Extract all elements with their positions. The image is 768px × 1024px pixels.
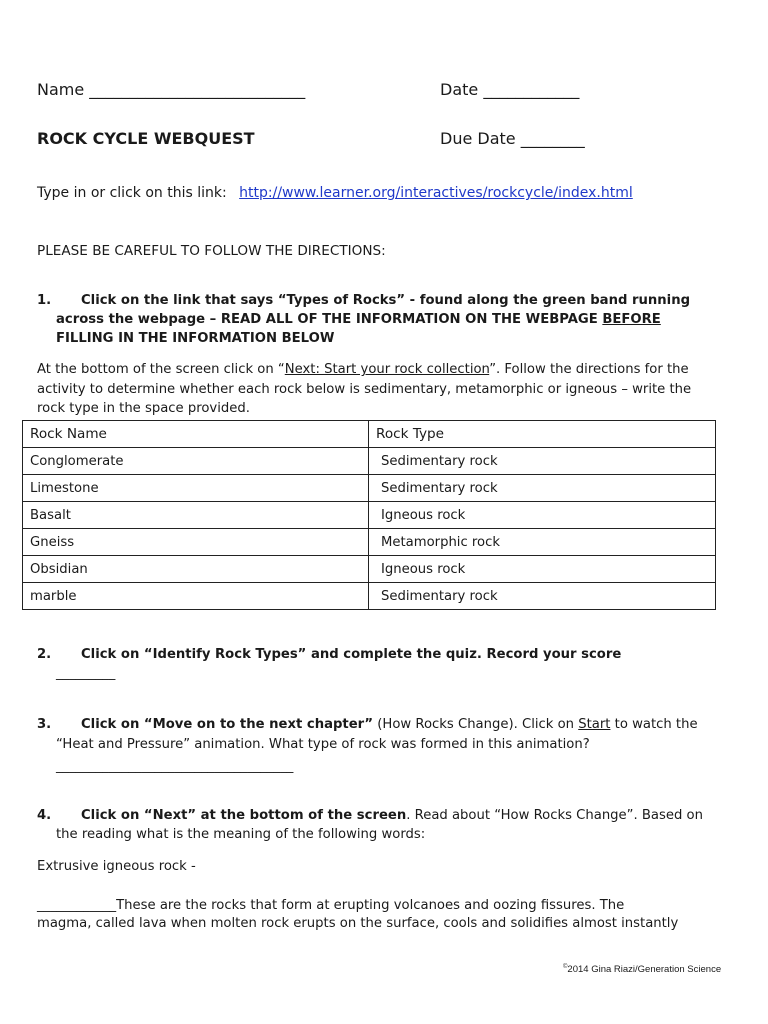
- rock-name-cell: marble: [23, 583, 369, 610]
- rock-type-cell[interactable]: Sedimentary rock: [369, 448, 716, 475]
- question-1-instruction-2: activity to determine whether each rock below is sedimentary, metamorphic or igneous – write the: [37, 382, 692, 397]
- question-2-line-1: 2. Click on “Identify Rock Types” and complete the quiz. Record your score: [37, 647, 622, 662]
- rock-name-cell: Obsidian: [23, 556, 369, 583]
- question-1-number: 1.: [37, 293, 52, 308]
- rock-type-cell[interactable]: Sedimentary rock: [369, 475, 716, 502]
- copyright-mark: ©: [563, 964, 568, 970]
- date-blank[interactable]: ____________: [483, 80, 580, 99]
- question-2-number: 2.: [37, 647, 52, 662]
- table-row: [23, 529, 716, 556]
- question-3-line-1: 3. Click on “Move on to the next chapter” (How Rocks Change). Click on Start to watch the: [37, 715, 698, 735]
- due-date-field[interactable]: [440, 129, 585, 148]
- question-3-line-2: “Heat and Pressure” animation. What type of rock was formed in this animation?: [56, 737, 590, 752]
- rock-name-cell: Conglomerate: [23, 448, 369, 475]
- directions-warning: PLEASE BE CAREFUL TO FOLLOW THE DIRECTIONS:: [37, 243, 386, 259]
- question-3-answer-blank[interactable]: ____________________________________: [56, 759, 294, 774]
- rock-type-cell[interactable]: Metamorphic rock: [369, 529, 716, 556]
- due-date-label: Due Date: [440, 129, 516, 148]
- page-title: ROCK CYCLE WEBQUEST: [37, 129, 255, 148]
- copyright-footer: ©2014 Gina Riazi/Generation Science: [563, 964, 722, 976]
- question-1-line-1: 1. Click on the link that says “Types of Rocks” - found along the green band running: [37, 293, 691, 308]
- link-instruction: [37, 185, 633, 201]
- name-blank[interactable]: ___________________________: [89, 80, 306, 99]
- table-header-row: [23, 421, 716, 448]
- header-rock-type: Rock Type: [369, 421, 716, 448]
- table-row: [23, 502, 716, 529]
- next-start-collection-link[interactable]: Next: Start your rock collection: [284, 362, 490, 377]
- rock-table: [22, 420, 716, 610]
- rockcycle-link[interactable]: http://www.learner.org/interactives/rockcycle/index.html: [239, 185, 633, 201]
- table-row: [23, 556, 716, 583]
- header-rock-name: Rock Name: [23, 421, 369, 448]
- name-field[interactable]: [37, 80, 305, 99]
- rock-name-cell: Limestone: [23, 475, 369, 502]
- rock-type-cell[interactable]: Igneous rock: [369, 502, 716, 529]
- answer-blank: ____________: [37, 898, 117, 913]
- due-date-blank[interactable]: ________: [520, 129, 585, 148]
- question-4-number: 4.: [37, 808, 52, 823]
- question-3-number: 3.: [37, 717, 52, 732]
- rock-name-cell: Gneiss: [23, 529, 369, 556]
- link-prompt: Type in or click on this link:: [37, 185, 227, 201]
- rock-name-cell: Basalt: [23, 502, 369, 529]
- rock-type-cell[interactable]: Sedimentary rock: [369, 583, 716, 610]
- question-2-answer-blank[interactable]: _________: [56, 666, 116, 681]
- question-1-line-3: FILLING IN THE INFORMATION BELOW: [56, 331, 335, 346]
- answer-line-2[interactable]: magma, called lava when molten rock erupts on the surface, cools and solidifies almost instantly: [37, 916, 679, 931]
- term-extrusive-igneous-rock: Extrusive igneous rock -: [37, 859, 196, 874]
- question-1-line-2: across the webpage – READ ALL OF THE INFORMATION ON THE WEBPAGE BEFORE: [56, 312, 661, 327]
- name-label: Name: [37, 80, 85, 99]
- table-row: [23, 583, 716, 610]
- table-row: [23, 475, 716, 502]
- question-4-line-2: the reading what is the meaning of the following words:: [56, 827, 426, 842]
- start-link[interactable]: Start: [578, 717, 611, 732]
- table-row: [23, 448, 716, 475]
- question-1-instruction-3: rock type in the space provided.: [37, 401, 250, 416]
- answer-line-1[interactable]: ____________These are the rocks that form at erupting volcanoes and oozing fissures. The: [37, 898, 625, 913]
- question-4-line-1: 4. Click on “Next” at the bottom of the screen. Read about “How Rocks Change”. Based on: [37, 806, 703, 826]
- rock-type-cell[interactable]: Igneous rock: [369, 556, 716, 583]
- date-field[interactable]: [440, 80, 579, 99]
- date-label: Date: [440, 80, 479, 99]
- question-1-instruction-1: At the bottom of the screen click on “Next: Start your rock collection”. Follow the directions for the: [37, 362, 689, 377]
